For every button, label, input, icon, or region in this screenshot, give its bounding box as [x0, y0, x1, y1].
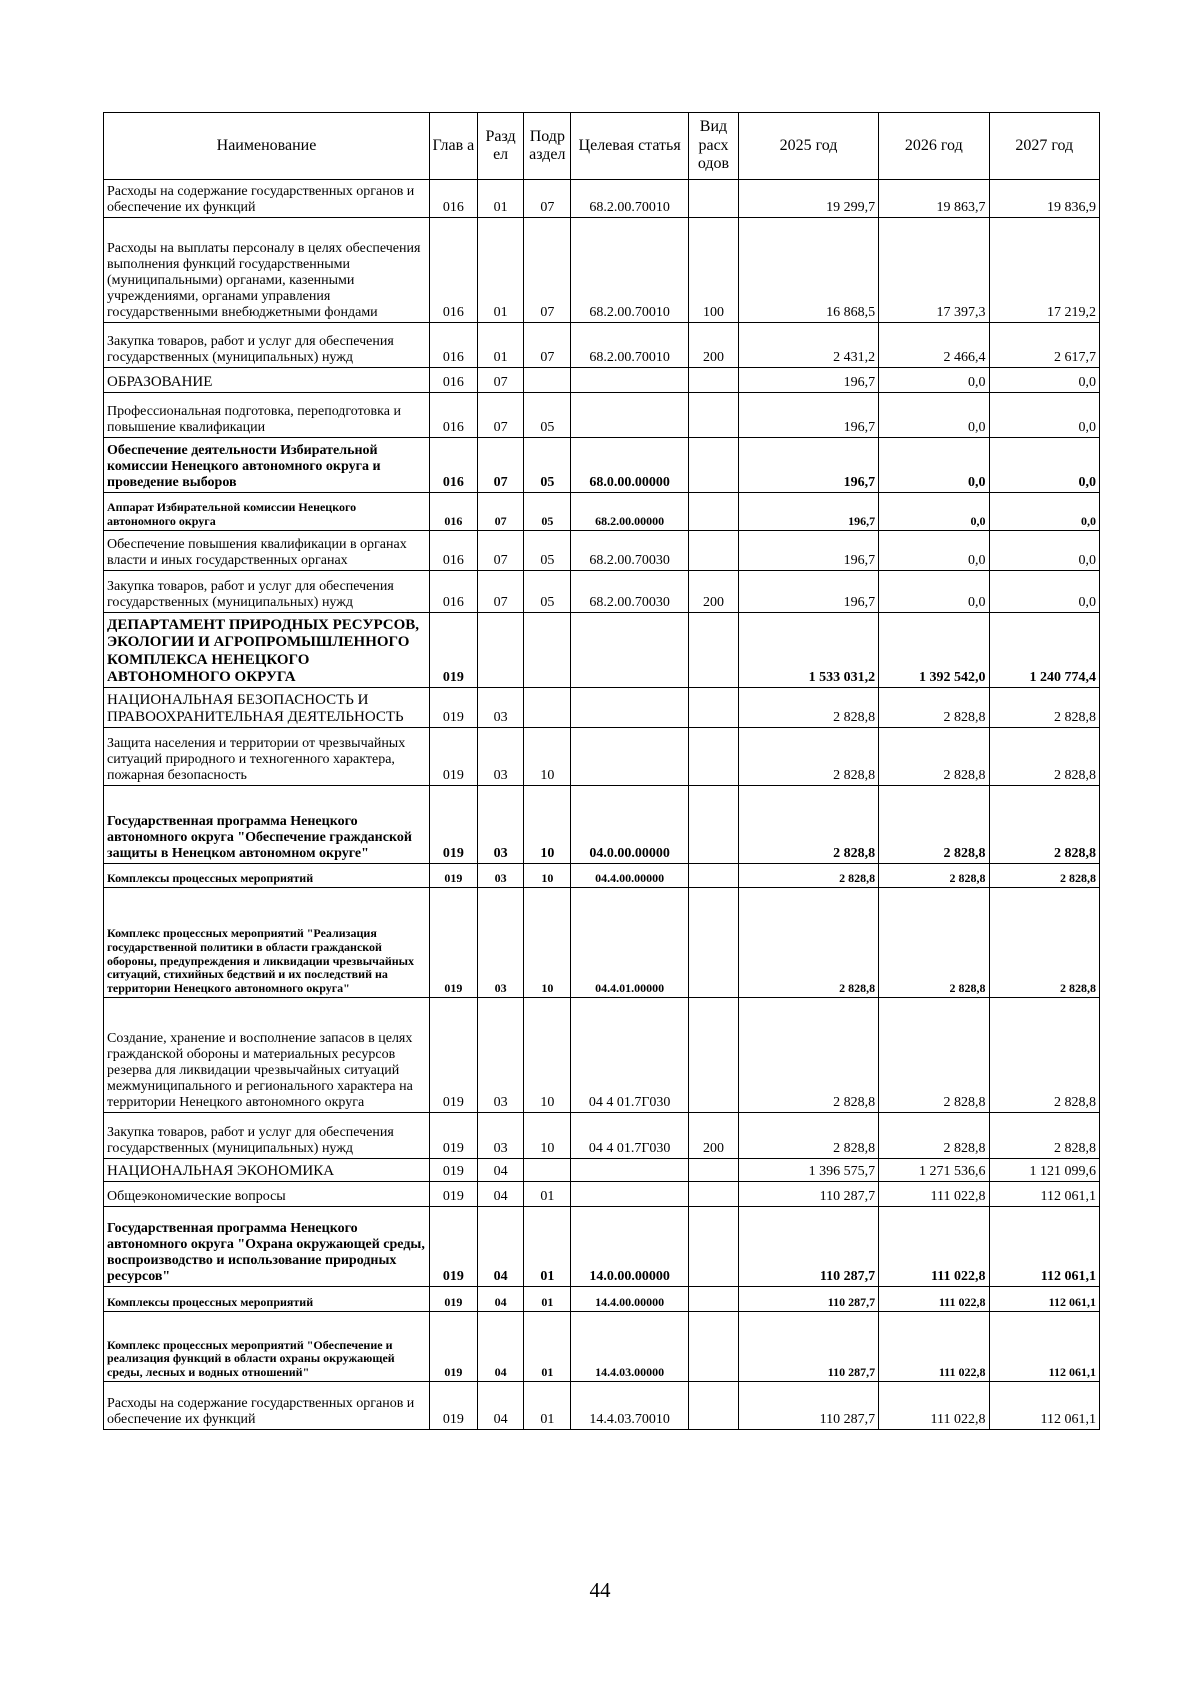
cell-gl: 019 [429, 1182, 477, 1207]
cell-cs: 68.2.00.00000 [571, 493, 689, 531]
header-celevaya-statya: Целевая статья [571, 113, 689, 180]
cell-gl: 019 [429, 1159, 477, 1182]
cell-vr: 200 [689, 323, 739, 368]
cell-gl: 016 [429, 180, 477, 218]
cell-rz: 04 [477, 1312, 524, 1382]
cell-name: НАЦИОНАЛЬНАЯ БЕЗОПАСНОСТЬ И ПРАВООХРАНИТЕЛЬНАЯ ДЕЯТЕЛЬНОСТЬ [104, 688, 430, 728]
cell-v1: 110 287,7 [738, 1312, 878, 1382]
cell-gl: 019 [429, 998, 477, 1113]
cell-name: Профессиональная подготовка, переподготовка и повышение квалификации [104, 393, 430, 438]
cell-v3: 2 828,8 [989, 888, 1099, 998]
budget-table-sheet [103, 112, 1100, 1430]
cell-pr: 10 [524, 864, 571, 888]
cell-rz: 03 [477, 1113, 524, 1159]
cell-rz: 01 [477, 180, 524, 218]
cell-gl: 019 [429, 1312, 477, 1382]
cell-vr [689, 438, 739, 493]
cell-v3: 112 061,1 [989, 1382, 1099, 1430]
cell-gl: 019 [429, 728, 477, 786]
cell-pr [524, 613, 571, 688]
cell-vr [689, 1207, 739, 1287]
cell-pr: 10 [524, 1113, 571, 1159]
cell-cs: 04.4.01.00000 [571, 888, 689, 998]
cell-gl: 016 [429, 323, 477, 368]
cell-v2: 2 828,8 [879, 998, 989, 1113]
cell-rz: 03 [477, 864, 524, 888]
cell-gl: 019 [429, 688, 477, 728]
cell-cs [571, 613, 689, 688]
table-row [104, 888, 1100, 998]
cell-v1: 110 287,7 [738, 1182, 878, 1207]
cell-v1: 16 868,5 [738, 218, 878, 323]
cell-v3: 0,0 [989, 368, 1099, 393]
cell-v1: 2 828,8 [738, 998, 878, 1113]
cell-pr: 01 [524, 1182, 571, 1207]
cell-cs: 04.0.00.00000 [571, 786, 689, 864]
cell-cs: 14.4.03.70010 [571, 1382, 689, 1430]
cell-gl: 019 [429, 1287, 477, 1312]
cell-v3: 1 121 099,6 [989, 1159, 1099, 1182]
cell-vr [689, 1182, 739, 1207]
cell-gl: 016 [429, 531, 477, 571]
table-row [104, 1182, 1100, 1207]
cell-cs [571, 688, 689, 728]
cell-cs: 14.4.03.00000 [571, 1312, 689, 1382]
cell-vr [689, 1159, 739, 1182]
cell-v3: 0,0 [989, 438, 1099, 493]
cell-v2: 2 828,8 [879, 888, 989, 998]
cell-v1: 2 828,8 [738, 864, 878, 888]
cell-name: Защита населения и территории от чрезвычайных ситуаций природного и техногенного характера, пожарная безопасность [104, 728, 430, 786]
cell-v2: 1 392 542,0 [879, 613, 989, 688]
cell-cs: 04.4.00.00000 [571, 864, 689, 888]
cell-cs: 04 4 01.7Г030 [571, 998, 689, 1113]
cell-name: Закупка товаров, работ и услуг для обеспечения государственных (муниципальных) нужд [104, 323, 430, 368]
header-name: Наименование [104, 113, 430, 180]
cell-v1: 2 828,8 [738, 728, 878, 786]
cell-v2: 0,0 [879, 368, 989, 393]
cell-rz: 03 [477, 688, 524, 728]
cell-vr [689, 688, 739, 728]
cell-vr [689, 180, 739, 218]
cell-v3: 112 061,1 [989, 1312, 1099, 1382]
cell-gl: 016 [429, 368, 477, 393]
cell-v2: 0,0 [879, 393, 989, 438]
table-row [104, 1287, 1100, 1312]
cell-vr [689, 393, 739, 438]
cell-rz: 03 [477, 888, 524, 998]
cell-rz: 01 [477, 323, 524, 368]
cell-rz: 01 [477, 218, 524, 323]
cell-v1: 196,7 [738, 571, 878, 613]
budget-table [103, 112, 1100, 1430]
cell-v2: 111 022,8 [879, 1382, 989, 1430]
cell-cs [571, 393, 689, 438]
table-row [104, 1382, 1100, 1430]
cell-rz: 04 [477, 1159, 524, 1182]
cell-gl: 019 [429, 888, 477, 998]
cell-vr [689, 864, 739, 888]
cell-v1: 2 828,8 [738, 688, 878, 728]
cell-name: Закупка товаров, работ и услуг для обеспечения государственных (муниципальных) нужд [104, 571, 430, 613]
cell-cs [571, 728, 689, 786]
cell-vr [689, 728, 739, 786]
cell-v1: 196,7 [738, 493, 878, 531]
cell-name: Государственная программа Ненецкого автономного округа "Обеспечение гражданской защиты в Ненецком автономном округе" [104, 786, 430, 864]
cell-v3: 112 061,1 [989, 1287, 1099, 1312]
cell-rz: 04 [477, 1182, 524, 1207]
table-row [104, 728, 1100, 786]
cell-name: Обеспечение деятельности Избирательной комиссии Ненецкого автономного округа и проведение выборов [104, 438, 430, 493]
cell-v2: 2 828,8 [879, 688, 989, 728]
cell-v2: 17 397,3 [879, 218, 989, 323]
table-row [104, 613, 1100, 688]
cell-cs: 14.4.00.00000 [571, 1287, 689, 1312]
table-row [104, 1312, 1100, 1382]
cell-vr [689, 1382, 739, 1430]
cell-name: Комплекс процессных мероприятий "Обеспечение и реализация функций в области охраны окружающей среды, лесных и водных отношений" [104, 1312, 430, 1382]
cell-v2: 2 828,8 [879, 728, 989, 786]
cell-vr [689, 531, 739, 571]
table-row [104, 1159, 1100, 1182]
cell-v3: 0,0 [989, 493, 1099, 531]
cell-gl: 019 [429, 786, 477, 864]
header-razdel: Разд ел [477, 113, 524, 180]
cell-v2: 2 828,8 [879, 864, 989, 888]
cell-v2: 2 828,8 [879, 786, 989, 864]
table-header-row [104, 113, 1100, 180]
cell-gl: 019 [429, 1382, 477, 1430]
cell-v3: 2 828,8 [989, 786, 1099, 864]
cell-rz: 07 [477, 368, 524, 393]
cell-v2: 111 022,8 [879, 1312, 989, 1382]
cell-name: Расходы на выплаты персоналу в целях обеспечения выполнения функций государственными (муниципальными) органами, казенными учреждениями, органами управления государственными внебюджетными фондами [104, 218, 430, 323]
cell-v2: 111 022,8 [879, 1207, 989, 1287]
cell-cs: 68.2.00.70010 [571, 180, 689, 218]
cell-gl: 016 [429, 393, 477, 438]
cell-v3: 17 219,2 [989, 218, 1099, 323]
cell-v3: 2 828,8 [989, 998, 1099, 1113]
cell-rz: 03 [477, 998, 524, 1113]
cell-v3: 19 836,9 [989, 180, 1099, 218]
cell-name: НАЦИОНАЛЬНАЯ ЭКОНОМИКА [104, 1159, 430, 1182]
cell-v3: 2 828,8 [989, 728, 1099, 786]
cell-name: Создание, хранение и восполнение запасов в целях гражданской обороны и материальных ресурсов резерва для ликвидации чрезвычайных ситуаций межмуниципального и регионального характера на территории Ненецкого автономного округа [104, 998, 430, 1113]
cell-v2: 111 022,8 [879, 1182, 989, 1207]
cell-pr: 05 [524, 531, 571, 571]
cell-cs [571, 1159, 689, 1182]
cell-name: Расходы на содержание государственных органов и обеспечение их функций [104, 180, 430, 218]
cell-v2: 2 466,4 [879, 323, 989, 368]
cell-pr: 01 [524, 1312, 571, 1382]
cell-gl: 019 [429, 1207, 477, 1287]
header-podrazdel: Подр аздел [524, 113, 571, 180]
cell-name: Комплекс процессных мероприятий "Реализация государственной политики в области гражданской обороны, предупреждения и ликвидации чрезвычайных ситуаций, стихийных бедствий и их последствий на территории Ненецкого автономного округа" [104, 888, 430, 998]
cell-cs [571, 368, 689, 393]
cell-v3: 2 828,8 [989, 688, 1099, 728]
cell-v2: 19 863,7 [879, 180, 989, 218]
cell-pr: 10 [524, 786, 571, 864]
cell-rz [477, 613, 524, 688]
cell-v3: 0,0 [989, 531, 1099, 571]
cell-gl: 016 [429, 218, 477, 323]
cell-v3: 1 240 774,4 [989, 613, 1099, 688]
cell-v1: 1 533 031,2 [738, 613, 878, 688]
cell-name: Обеспечение повышения квалификации в органах власти и иных государственных органах [104, 531, 430, 571]
header-2026: 2026 год [879, 113, 989, 180]
table-row [104, 786, 1100, 864]
table-row [104, 180, 1100, 218]
cell-v3: 0,0 [989, 393, 1099, 438]
cell-cs: 04 4 01.7Г030 [571, 1113, 689, 1159]
page-number: 44 [589, 1578, 611, 1602]
cell-vr [689, 1287, 739, 1312]
cell-cs: 14.0.00.00000 [571, 1207, 689, 1287]
cell-cs: 68.2.00.70030 [571, 531, 689, 571]
cell-rz: 04 [477, 1287, 524, 1312]
cell-v3: 112 061,1 [989, 1207, 1099, 1287]
cell-name: Расходы на содержание государственных органов и обеспечение их функций [104, 1382, 430, 1430]
cell-vr [689, 1312, 739, 1382]
table-row [104, 1207, 1100, 1287]
cell-pr: 01 [524, 1287, 571, 1312]
cell-pr: 10 [524, 888, 571, 998]
cell-v2: 0,0 [879, 531, 989, 571]
cell-v1: 110 287,7 [738, 1287, 878, 1312]
cell-v2: 2 828,8 [879, 1113, 989, 1159]
cell-cs: 68.2.00.70030 [571, 571, 689, 613]
cell-v1: 196,7 [738, 393, 878, 438]
cell-cs: 68.2.00.70010 [571, 218, 689, 323]
cell-gl: 019 [429, 613, 477, 688]
cell-v1: 2 828,8 [738, 1113, 878, 1159]
table-row [104, 368, 1100, 393]
cell-pr: 05 [524, 571, 571, 613]
cell-v3: 2 828,8 [989, 1113, 1099, 1159]
cell-rz: 04 [477, 1207, 524, 1287]
cell-v3: 112 061,1 [989, 1182, 1099, 1207]
cell-name: Общеэкономические вопросы [104, 1182, 430, 1207]
cell-rz: 04 [477, 1382, 524, 1430]
cell-rz: 07 [477, 393, 524, 438]
cell-pr: 05 [524, 393, 571, 438]
cell-pr [524, 688, 571, 728]
table-row [104, 323, 1100, 368]
cell-v3: 2 617,7 [989, 323, 1099, 368]
cell-v1: 196,7 [738, 531, 878, 571]
table-row [104, 218, 1100, 323]
cell-vr [689, 613, 739, 688]
cell-vr [689, 368, 739, 393]
cell-v2: 0,0 [879, 571, 989, 613]
table-row [104, 864, 1100, 888]
cell-vr: 200 [689, 1113, 739, 1159]
cell-cs [571, 1182, 689, 1207]
cell-pr: 07 [524, 323, 571, 368]
cell-pr: 01 [524, 1207, 571, 1287]
cell-vr [689, 998, 739, 1113]
table-row [104, 393, 1100, 438]
table-row [104, 688, 1100, 728]
cell-pr [524, 1159, 571, 1182]
cell-rz: 07 [477, 493, 524, 531]
cell-cs: 68.0.00.00000 [571, 438, 689, 493]
table-row [104, 531, 1100, 571]
cell-cs: 68.2.00.70010 [571, 323, 689, 368]
cell-vr: 200 [689, 571, 739, 613]
cell-v2: 0,0 [879, 493, 989, 531]
cell-rz: 03 [477, 786, 524, 864]
cell-name: Государственная программа Ненецкого автономного округа "Охрана окружающей среды, воспроизводство и использование природных ресурсов" [104, 1207, 430, 1287]
cell-vr [689, 888, 739, 998]
header-vid-rashodov: Вид расх одов [689, 113, 739, 180]
cell-pr [524, 368, 571, 393]
cell-name: Комплексы процессных мероприятий [104, 1287, 430, 1312]
table-row [104, 438, 1100, 493]
cell-pr: 05 [524, 438, 571, 493]
cell-name: ОБРАЗОВАНИЕ [104, 368, 430, 393]
cell-rz: 07 [477, 571, 524, 613]
table-row [104, 998, 1100, 1113]
table-row [104, 571, 1100, 613]
header-2027: 2027 год [989, 113, 1099, 180]
cell-pr: 10 [524, 998, 571, 1113]
cell-pr: 05 [524, 493, 571, 531]
cell-v1: 196,7 [738, 368, 878, 393]
cell-v2: 0,0 [879, 438, 989, 493]
cell-v1: 2 828,8 [738, 786, 878, 864]
cell-pr: 01 [524, 1382, 571, 1430]
cell-gl: 019 [429, 1113, 477, 1159]
cell-name: Закупка товаров, работ и услуг для обеспечения государственных (муниципальных) нужд [104, 1113, 430, 1159]
cell-name: Комплексы процессных мероприятий [104, 864, 430, 888]
cell-v3: 2 828,8 [989, 864, 1099, 888]
cell-v1: 2 828,8 [738, 888, 878, 998]
cell-rz: 07 [477, 531, 524, 571]
cell-name: Аппарат Избирательной комиссии Ненецкого автономного округа [104, 493, 430, 531]
header-glava: Глав а [429, 113, 477, 180]
cell-gl: 016 [429, 493, 477, 531]
cell-vr: 100 [689, 218, 739, 323]
cell-name: ДЕПАРТАМЕНТ ПРИРОДНЫХ РЕСУРСОВ, ЭКОЛОГИИ И АГРОПРОМЫШЛЕННОГО КОМПЛЕКСА НЕНЕЦКОГО АВТОНОМНОГО ОКРУГА [104, 613, 430, 688]
cell-gl: 016 [429, 571, 477, 613]
cell-v3: 0,0 [989, 571, 1099, 613]
header-2025: 2025 год [738, 113, 878, 180]
cell-v2: 1 271 536,6 [879, 1159, 989, 1182]
cell-v1: 19 299,7 [738, 180, 878, 218]
table-row [104, 493, 1100, 531]
cell-rz: 07 [477, 438, 524, 493]
cell-gl: 019 [429, 864, 477, 888]
table-row [104, 1113, 1100, 1159]
cell-vr [689, 786, 739, 864]
cell-vr [689, 493, 739, 531]
cell-v2: 111 022,8 [879, 1287, 989, 1312]
cell-v1: 196,7 [738, 438, 878, 493]
cell-pr: 07 [524, 180, 571, 218]
cell-v1: 110 287,7 [738, 1382, 878, 1430]
cell-pr: 07 [524, 218, 571, 323]
cell-v1: 2 431,2 [738, 323, 878, 368]
cell-v1: 110 287,7 [738, 1207, 878, 1287]
cell-v1: 1 396 575,7 [738, 1159, 878, 1182]
cell-rz: 03 [477, 728, 524, 786]
cell-gl: 016 [429, 438, 477, 493]
cell-pr: 10 [524, 728, 571, 786]
